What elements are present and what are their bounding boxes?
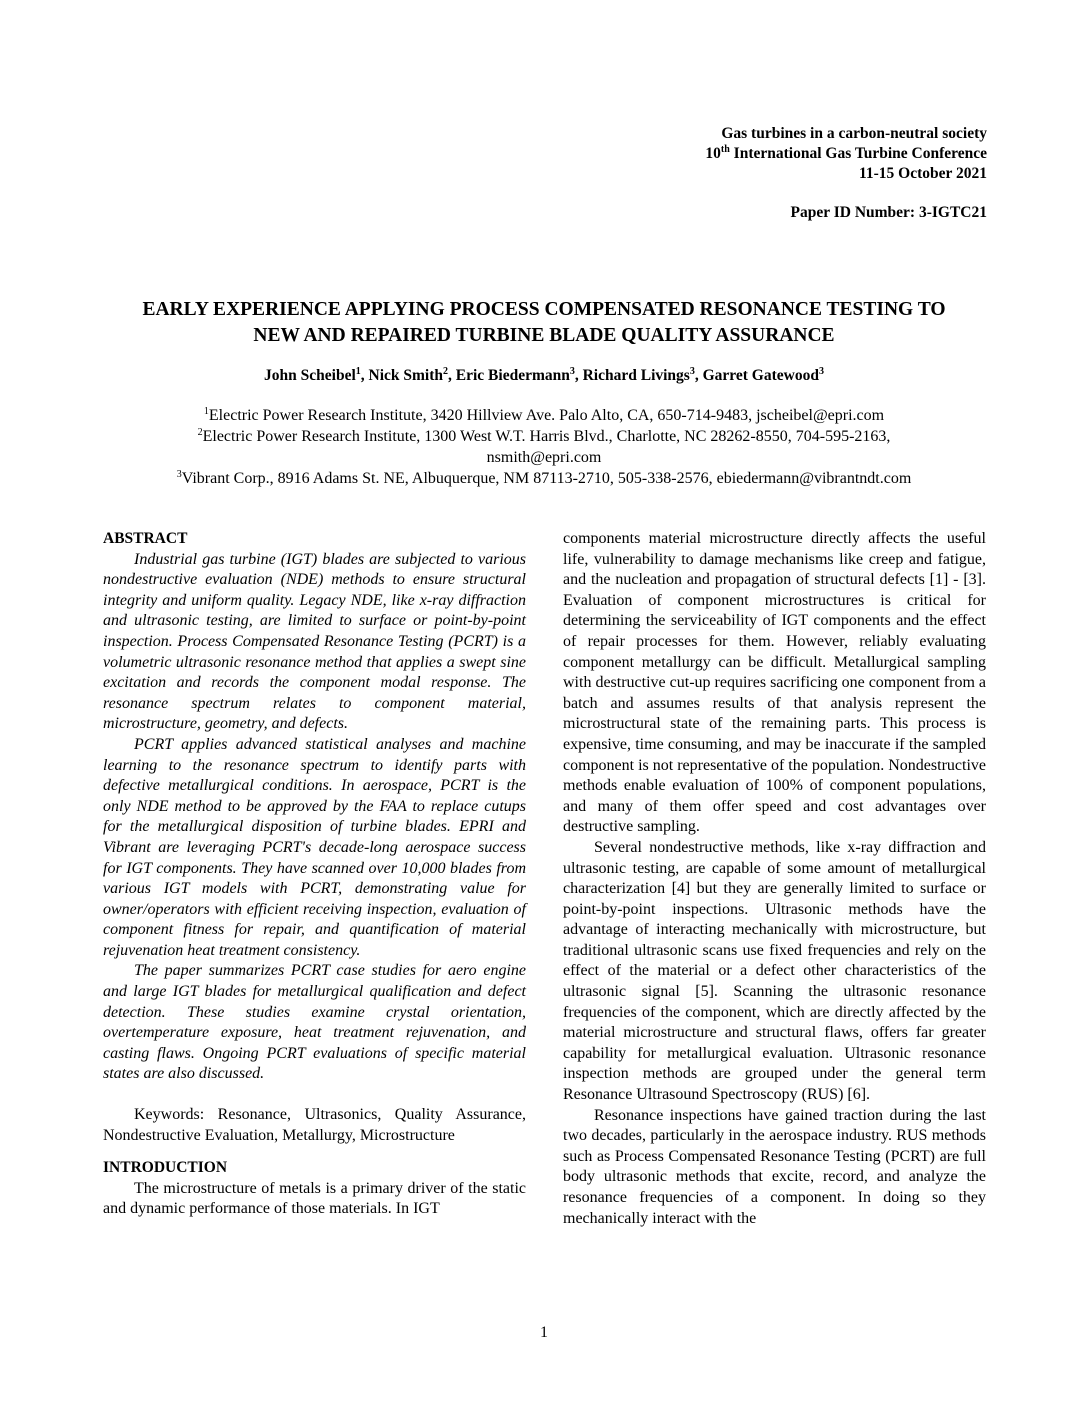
title-line-2: NEW AND REPAIRED TURBINE BLADE QUALITY ASSURANCE [253,325,835,346]
keywords: Keywords: Resonance, Ultrasonics, Quality Assurance, Nondestructive Evaluation, Metallurgy, Microstructure [103,1106,526,1144]
introduction-heading: INTRODUCTION [103,1159,228,1177]
paper-id: Paper ID Number: 3-IGTC21 [790,204,987,221]
affiliation-2: $^2$Electric Power Research Institute, 1300 West W.T. Harris Blvd., Charlotte, NC 28262-8550, 704-595-2163, [197,427,891,445]
page-number: 1 [540,1324,548,1341]
introduction-paragraph-3: Resonance inspections have gained traction during the last two decades, particularly in the aerospace industry. RUS methods such as Process Compensated Resonance Testing (PCRT) are full body ultrasonic methods that excite, record, and analyze the resonance frequencies of a component. In doing so they mechanically interact with the [563,1106,986,1227]
conference-header [705,124,987,184]
conference-name: 10th International Gas Turbine Conference [705,144,987,162]
affiliation-2-continued: nsmith@epri.com [486,449,602,466]
paper-title [60,297,1028,349]
abstract-paragraph-1: Industrial gas turbine (IGT) blades are subjected to various nondestructive evaluation (NDE) methods to ensure structural integrity and uniform quality. Legacy NDE, like x-ray diffraction and ultrasonic testing, are limited to surface or point-by-point inspection. Process Compensated Resonance Testing (PCRT) is a volumetric ultrasonic resonance method that applies a swept sine excitation and records the component modal response. The resonance spectrum relates to component material, microstructure, geometry, and defects. [103,550,526,733]
introduction-paragraph-2: Several nondestructive methods, like x-ray diffraction and ultrasonic testing, are capable of some amount of metallurgical characterization [4] but they are generally limited to surface or point-by-point inspections. Ultrasonic methods have the advantage of interacting mechanically with microstructure, but traditional ultrasonic scans use fixed frequencies and rely on the effect of the material or a defect other characteristics of the ultrasonic signal [5]. Scanning the ultrasonic resonance frequencies of the component, which are directly affected by the material microstructure and structural flaws, offers far greater capability for metallurgical evaluation. Ultrasonic resonance inspection methods are grouped under the general term Resonance Ultrasound Spectroscopy (RUS) [6]. [563,838,986,1104]
author: Nick Smith$^2$, [368,366,456,384]
affiliation-1: $^1$Electric Power Research Institute, 3420 Hillview Ave. Palo Alto, CA, 650-714-9483, jscheibel@epri.com [203,406,885,424]
affiliations [60,405,1028,489]
abstract-heading: ABSTRACT [103,530,188,547]
author: Eric Biedermann$^3$, [455,366,583,384]
left-column [103,529,526,1220]
abstract-paragraph-3: The paper summarizes PCRT case studies for aero engine and large IGT blades for metallurgical qualification and defect detection. These studies examine crystal orientation, overtemperature exposure, heat treatment rejuvenation, and casting flaws. Ongoing PCRT evaluations of specific material states are also discussed. [103,962,526,1083]
title-line-1: EARLY EXPERIENCE APPLYING PROCESS COMPENSATED RESONANCE TESTING TO [142,299,946,320]
abstract-paragraph-2: PCRT applies advanced statistical analyses and machine learning to the resonance spectrum to identify parts with defective metallurgical conditions. In aerospace, PCRT is the only NDE method to be approved by the FAA to replace cutups for the metallurgical disposition of turbine blades. EPRI and Vibrant are leveraging PCRT's decade-long aerospace success for IGT components. They have scanned over 10,000 blades from various IGT models with PCRT, demonstrating value for owner/operators with efficient receiving inspection, evaluation of component fitness for repair, and quantification of material rejuvenation heat treatment consistency. [103,735,526,959]
right-column [563,529,986,1229]
author: John Scheibel$^1$, [264,366,369,384]
conference-dates: 11-15 October 2021 [858,165,987,182]
introduction-paragraph-1: The microstructure of metals is a primary driver of the static and dynamic performance of those materials. In IGT [103,1179,526,1218]
affiliation-3: $^3$Vibrant Corp., 8916 Adams St. NE, Albuquerque, NM 87113-2710, 505-338-2576, ebiedermann@vibrantndt.com [176,469,912,487]
conference-theme: Gas turbines in a carbon-neutral society [721,125,987,142]
author: Richard Livings$^3$, [582,366,703,384]
author: Garret Gatewood$^3$ [702,366,824,384]
author-list [60,367,1028,385]
introduction-paragraph-1-continued: components material microstructure directly affects the useful life, vulnerability to damage mechanisms like creep and fatigue, and the nucleation and propagation of structural defects [1] - [3]. Evaluation of component microstructures is critical for determining the serviceability of IGT components and the effect of repair processes for them. However, reliably evaluating component metallurgy can be difficult. Metallurgical sampling with destructive cut-up requires sacrificing one component from a batch and assumes results of that analysis represent the microstructural state of the remaining parts. This process is expensive, time consuming, and may be inaccurate if the sampled component is not representative of the population. Nondestructive methods enable evaluation of 100% of component populations, and many of them offer speed and cost advantages over destructive sampling. [563,530,986,836]
